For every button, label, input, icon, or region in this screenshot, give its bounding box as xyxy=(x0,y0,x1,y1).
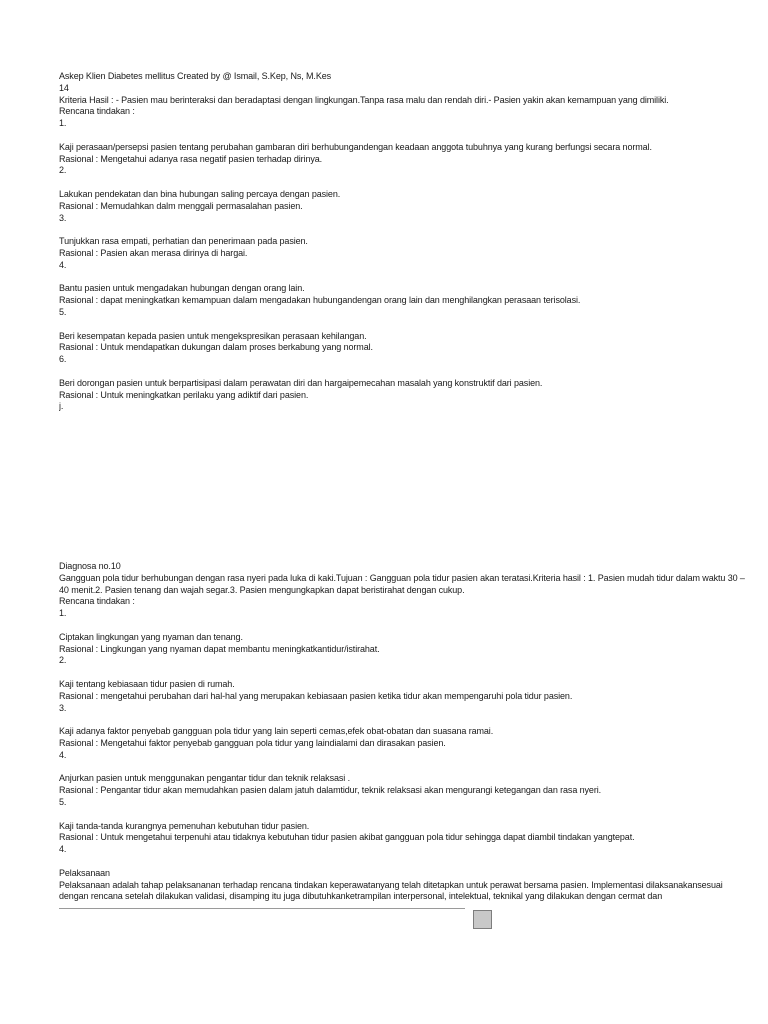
text-line: 4. xyxy=(59,844,67,855)
text-line: Tunjukkan rasa empati, perhatian dan penerimaan pada pasien. xyxy=(59,236,308,247)
text-line xyxy=(59,224,764,236)
scroll-handle[interactable] xyxy=(473,910,492,929)
text-line: 3. xyxy=(59,702,67,713)
text-line: Rasional : Untuk mendapatkan dukungan dalam proses berkabung yang normal. xyxy=(59,342,373,353)
text-line xyxy=(59,667,764,679)
text-line: 5. xyxy=(59,796,67,807)
text-line: Diagnosa no.10 xyxy=(59,561,121,571)
text-line: 1. xyxy=(59,118,67,129)
text-line: Kaji perasaan/persepsi pasien tentang perubahan gambaran diri berhubungandengan keadaan anggota tubuhnya yang kurang berfungsi secara normal. xyxy=(59,141,652,152)
text-line: Rasional : Mengetahui faktor penyebab gangguan pola tidur yang laindialami dan dirasakan pasien. xyxy=(59,737,446,748)
text-line xyxy=(59,130,764,142)
text-line xyxy=(59,272,764,284)
text-line: Rencana tindakan : xyxy=(59,596,135,607)
text-line: 5. xyxy=(59,306,67,317)
text-line: Anjurkan pasien untuk menggunakan pengantar tidur dan teknik relaksasi . xyxy=(59,773,350,784)
text-line: Rasional : Untuk meningkatkan perilaku yang adiktif dari pasien. xyxy=(59,389,309,400)
text-line xyxy=(59,319,764,331)
text-line: 4. xyxy=(59,749,67,760)
text-line: 14 xyxy=(59,82,69,93)
text-line: Beri dorongan pasien untuk berpartisipasi dalam perawatan diri dan hargaipemecahan masalah yang konstruktif dari pasien. xyxy=(59,377,543,388)
section-diagnosis-10 xyxy=(59,561,764,903)
text-line: Askep Klien Diabetes mellitus Created by @ Ismail, S.Kep, Ns, M.Kes xyxy=(59,71,332,81)
page-divider xyxy=(59,908,465,909)
text-line: Bantu pasien untuk mengadakan hubungan dengan orang lain. xyxy=(59,283,305,294)
text-line: 4. xyxy=(59,259,67,270)
text-line: Ciptakan lingkungan yang nyaman dan tenang. xyxy=(59,631,243,642)
text-line: Rasional : dapat meningkatkan kemampuan dalam mengadakan hubungandengan orang lain dan menghilangkan perasaan terisolasi. xyxy=(59,295,581,306)
text-line xyxy=(59,714,764,726)
text-line xyxy=(59,177,764,189)
text-line: Rasional : Pasien akan merasa dirinya di hargai. xyxy=(59,247,248,258)
text-line: j. xyxy=(59,401,64,412)
text-line: Rasional : Memudahkan dalm menggali permasalahan pasien. xyxy=(59,200,303,211)
text-line: 2. xyxy=(59,165,67,176)
text-line: 3. xyxy=(59,212,67,223)
text-line: Kaji adanya faktor penyebab gangguan pola tidur yang lain seperti cemas,efek obat-obatan dan suasana ramai. xyxy=(59,726,494,737)
text-line: Rasional : Mengetahui adanya rasa negatif pasien terhadap dirinya. xyxy=(59,153,323,164)
text-line: 6. xyxy=(59,354,67,365)
text-line: Rasional : Pengantar tidur akan memudahkan pasien dalam jatuh dalamtidur, teknik relaksasi akan mengurangi ketegangan dan rasa nyeri. xyxy=(59,785,602,796)
text-line: Gangguan pola tidur berhubungan dengan rasa nyeri pada luka di kaki.Tujuan : Gangguan pola tidur pasien akan teratasi.Kriteria hasil : 1. Pasien mudah tidur dalam waktu 30 – xyxy=(59,572,745,583)
text-line: Rasional : mengetahui perubahan dari hal-hal yang merupakan kebiasaan pasien ketika tidur akan mempengaruhi pola tidur pasien. xyxy=(59,690,573,701)
text-line: Kaji tentang kebiasaan tidur pasien di rumah. xyxy=(59,678,235,689)
text-line: dengan rencana setelah dilakukan validasi, disamping itu juga dibutuhkanketrampilan interpersonal, intelektual, teknikal yang dilakukan dengan cermat dan xyxy=(59,891,663,902)
text-line xyxy=(59,856,764,868)
text-line: Pelaksanaan adalah tahap pelaksananan terhadap rencana tindakan keperawatanyang telah ditetapkan untuk perawat bersama pasien. Implementasi dilaksanakansesuai xyxy=(59,879,723,890)
text-line: Lakukan pendekatan dan bina hubungan saling percaya dengan pasien. xyxy=(59,188,341,199)
text-line: Beri kesempatan kepada pasien untuk mengekspresikan perasaan kehilangan. xyxy=(59,330,367,341)
text-line: 1. xyxy=(59,608,67,619)
text-line: Pelaksanaan xyxy=(59,867,110,878)
text-line: Kriteria Hasil : - Pasien mau berinteraksi dan beradaptasi dengan lingkungan.Tanpa rasa malu dan rendah diri.- Pasien yakin akan kemampuan yang dimiliki. xyxy=(59,94,669,105)
text-line: Rencana tindakan : xyxy=(59,106,135,117)
text-line: 2. xyxy=(59,655,67,666)
text-line xyxy=(59,809,764,821)
section-diabetes-care-plan xyxy=(59,71,764,413)
text-line: 40 menit.2. Pasien tenang dan wajah segar.3. Pasien mengungkapkan dapat beristirahat dengan cukup. xyxy=(59,584,465,595)
text-line xyxy=(59,366,764,378)
text-line: Rasional : Untuk mengetahui terpenuhi atau tidaknya kebutuhan tidur pasien akibat gangguan pola tidur sehingga dapat diambil tindakan yangtepat. xyxy=(59,832,635,843)
text-line xyxy=(59,762,764,774)
text-line: Rasional : Lingkungan yang nyaman dapat membantu meningkatkantidur/istirahat. xyxy=(59,643,380,654)
text-line: Kaji tanda-tanda kurangnya pemenuhan kebutuhan tidur pasien. xyxy=(59,820,310,831)
text-line xyxy=(59,620,764,632)
